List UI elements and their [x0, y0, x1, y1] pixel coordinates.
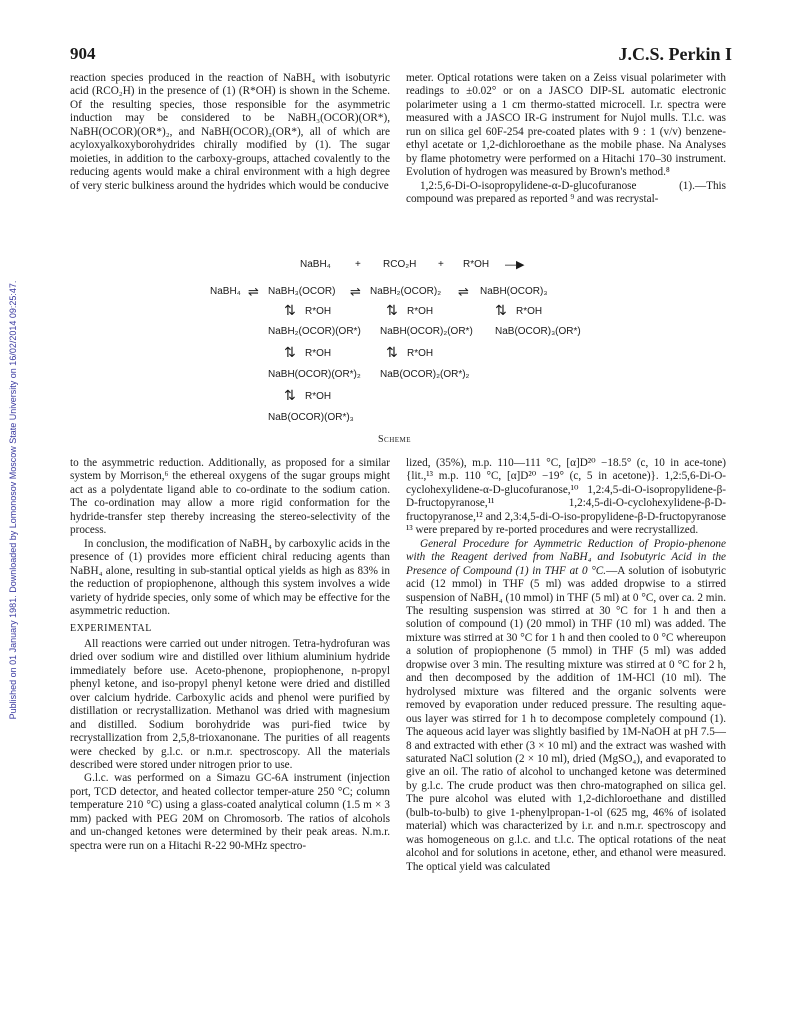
scheme-reagent: R*OH — [516, 306, 543, 317]
paragraph: lized, (35%), m.p. 110—111 °C, [α]D²⁰ −18.5° (c, 10 in ace-tone) {lit.,¹³ m.p. 110 °C, [α]D²⁰ −19° (c, 5 in acetone)}. 1,2:5,6-Di-O-cyclohexylidene-α-D-glucofuranose,¹⁰ 1,2:4,5-di-O-isopropylidene-β-D-fructopyranose,¹¹ 1,2:4,5-di-O-cyclohexylidene-β-D-fructopyranose,¹² and 2,3:4,5-di-O-iso-propylidene-β-D-fructopyranose ¹³ were prepared by re-ported procedures and were recrystallized. — [406, 457, 726, 537]
column-left-top — [70, 72, 390, 193]
scheme-plus: + — [355, 259, 361, 270]
scheme-vertical-arrow: ⇅ — [386, 302, 398, 318]
paragraph: G.l.c. was performed on a Simazu GC-6A instrument (injection port, TCD detector, and heated collector temper-ature 250 °C; column temperature 210 °C) using a glass-coated analytical column (1.5 m × 3 mm) packed with PEG 20M on Chromosorb. The ratios of alcohols and un-changed ketones were determined by their peak areas. N.m.r. spectra were run on a Hitachi R-22 90-MHz spectro- — [70, 772, 390, 852]
scheme-species: NaBH(OCOR)₂(OR*) — [380, 326, 473, 337]
paragraph — [406, 538, 726, 874]
paragraph: All reactions were carried out under nitrogen. Tetra-hydrofuran was dried over sodium wire and distilled over lithium aluminium hydride immediately before use. Aceto-phenone, propiophenone, n-propyl phenyl ketone, and iso-propyl phenyl ketone were dried and distilled over calcium hydride. Carboxylic acids and phenol were purified by distillation or recrystallization. Methanol was dried with magnesium and distilled. Sodium borohydride was puri-fied twice by recrystallization from 2,5,8-trioxanonane. The purities of all reagents were checked by g.l.c. or n.m.r. spectroscopy. All the materials described were stored under nitrogen prior to use. — [70, 637, 390, 771]
scheme-reagent: R*OH — [407, 306, 434, 317]
scheme-vertical-arrow: ⇅ — [284, 302, 296, 318]
scheme-nabh4: NaBH₄ — [300, 259, 331, 270]
scheme-vertical-arrow: ⇅ — [495, 302, 507, 318]
scheme-reagent: R*OH — [407, 348, 434, 359]
section-heading: EXPERIMENTAL — [70, 623, 152, 635]
scheme-acid: RCO₂H — [383, 259, 417, 270]
scheme-vertical-arrow: ⇅ — [386, 344, 398, 360]
scheme-vertical-arrow: ⇅ — [284, 387, 296, 403]
sidebar-watermark — [6, 150, 20, 850]
paragraph: reaction species produced in the reaction of NaBH₄ with isobutyric acid (RCO₂H) in the presence of (1) (R*OH) is shown in the Scheme. Of the resulting species, those responsible for the asymmetric induction may be considered to be NaBH₃(OCOR)(OR*), NaBH(OCOR)(OR*)₂, and NaBH(OCOR)₂(OR*), all of which are acyloxyalkoxyborohydrides chirally modified by (1). The sugar moieties, in addition to the carboxy-groups, attached covalently to the reducing agents would make a chiral environment with a high degree of very steric bulkiness around the hydrides which would be conducive — [70, 72, 390, 192]
reaction-scheme — [190, 252, 610, 452]
procedure-title: General Procedure for Aymmetric Reduction of Propio-phenone with the Reagent derived from NaBH₄ and Isobutyric Acid in the Presence of Compound (1) in THF at 0 °C. — [406, 537, 726, 577]
paragraph: 1,2:5,6-Di-O-isopropylidene-α-D-glucofuranose (1).—This compound was prepared as reported ⁹ and was recrystal- — [406, 179, 726, 206]
scheme-species: NaB(OCOR)₃(OR*) — [495, 326, 581, 337]
scheme-equilibrium-arrow: ⇌ — [350, 284, 361, 299]
scheme-species: NaBH₃(OCOR) — [268, 286, 336, 297]
paragraph: to the asymmetric reduction. Additionally, as proposed for a similar system by Morrison,⁶ the ethereal oxygens of the sugar groups might act as a polydentate ligand able to co-ordinate to the sodium cation. The co-ordination may allow a more rigid conformation for the hydride-transfer step thereby increasing the stereo-selectivity of the process. — [70, 457, 390, 537]
paragraph: meter. Optical rotations were taken on a Zeiss visual polarimeter with readings to ±0.02° or on a JASCO DIP-SL automatic electronic polarimeter using a 1 cm thermo-statted microcell. I.r. spectra were measured with a JASCO IR-G instrument for Nujol mulls. T.l.c. was run on silica gel 60F-254 pre-coated plates with 9 : 1 (v/v) benzene-ethyl acetate or 1,2-dichloroethane as the mobile phase. Na Analyses by flame photometry were performed on a Hitachi 170–30 instrument. Evolution of hydrogen was measured by Brown's method.⁸ — [406, 72, 726, 179]
scheme-equilibrium-arrow: ⇌ — [458, 284, 469, 299]
scheme-species: NaB(OCOR)₂(OR*)₂ — [380, 369, 470, 380]
journal-title: J.C.S. Perkin I — [618, 44, 732, 64]
page-number: 904 — [70, 44, 96, 63]
paragraph: In conclusion, the modification of NaBH₄ by carboxylic acids in the presence of (1) provides more efficient chiral reducing agents than NaBH₄ alone, resulting in sub-stantial optical yields as high as 83% in the reduction of propiophenone, although this system involves a wide variety of hydride species, only some of which may be effective for the asymmetric reduction. — [70, 537, 390, 617]
scheme-reagent: R*OH — [305, 306, 332, 317]
scheme-alcohol: R*OH — [463, 259, 490, 270]
scheme-plus: + — [438, 259, 444, 270]
scheme-reagent: R*OH — [305, 348, 332, 359]
scheme-species: NaBH₂(OCOR)₂ — [370, 286, 442, 297]
column-left-bottom — [70, 457, 390, 853]
scheme-species: NaB(OCOR)(OR*)₃ — [268, 412, 354, 423]
procedure-body: —A solution of isobutyric acid (12 mmol) in THF (5 ml) was added dropwise to a stirred suspension of NaBH₄ (10 mmol) in THF (5 ml) at 0 °C, over ca. 2 min. The resulting suspension was stirred at 30 °C for 1 h and then a solution of compound (1) (20 mmol) in THF (10 ml) was added. The mixture was stirred at 30 °C for 1 h and then cooled to 0 °C whereupon a solution of propiophenone (5 mmol) in THF (5 ml) was added dropwise over 3 min. The resulting mixture was stirred at 0 °C for 2 h, and then decomposed by the addition of 1M-HCl (10 ml). The hydrolysed mixture was filtered and the organic solvents were removed by evaporation under reduced pressure. The resulting aque-ous layer was stirred for 1 h to decompose completely compound (1). The aqueous acid layer was slightly basified by 1M-NaOH at pH 7.5—8 and extracted with ether (3 × 10 ml) and the extract was washed with saturated NaCl solution (2 × 10 ml), dried (MgSO₄), and evaporated to give an oil. The ratio of alcohol to unchanged ketone was determined by g.l.c. The crude product was then chro-matographed on silica gel. The pure alcohol was eluted with 1,2-dichloroethane and distilled (bulb-to-bulb) to give 1-phenylpropan-1-ol (625 mg, 46% of isolated material) which was characterized by i.r. and n.m.r. spectroscopy and was homogeneous on g.l.c. and t.l.c. The optical rotations of the neat alcohol and for solutions in acetone, ether, and ethanol were measured. The optical yield was calculated — [406, 564, 726, 873]
column-right-top — [406, 72, 726, 207]
watermark-text[interactable]: Published on 01 January 1981. Downloaded by Lomonosov Moscow State University on 16/02/2014 09:25:47. — [8, 280, 18, 720]
scheme-species: NaBH(OCOR)(OR*)₂ — [268, 369, 361, 380]
scheme-label: Scheme — [378, 434, 412, 445]
scheme-species: NaBH(OCOR)₃ — [480, 286, 548, 297]
scheme-vertical-arrow: ⇅ — [284, 344, 296, 360]
scheme-species: NaBH₂(OCOR)(OR*) — [268, 326, 361, 337]
scheme-arrow: —▶ — [505, 259, 525, 271]
scheme-equilibrium-arrow: ⇌ — [248, 284, 259, 299]
scheme-reagent: R*OH — [305, 391, 332, 402]
scheme-species: NaBH₄ — [210, 286, 241, 297]
column-right-bottom — [406, 457, 726, 874]
